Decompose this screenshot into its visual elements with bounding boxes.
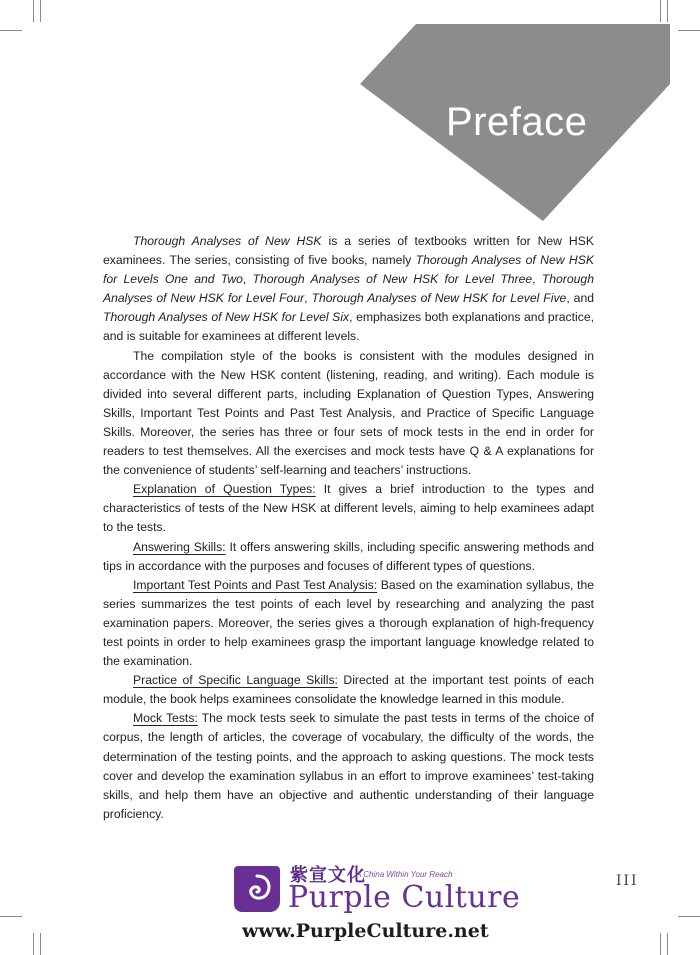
paragraph-mock-tests: Mock Tests: The mock tests seek to simulate the past tests in terms of the choice of corpus, the length of articles, the coverage of vocabulary, the difficulty of the words, the determination of the testing points, and the approach to asking questions. The mock tests cover and develop the examination syllabus in an effort to improve examinees’ test-taking skills, and help them have an objective and authentic understanding of their language proficiency.	[103, 711, 594, 821]
paragraph-language-skills: Practice of Specific Language Skills: Directed at the important test points of each module, the book helps examinees consolidate the knowledge learned in this module.	[103, 673, 594, 707]
page-number: III	[616, 873, 639, 889]
watermark-url: www.PurpleCulture.net	[242, 920, 489, 942]
term-mock-tests: Mock Tests:	[133, 711, 198, 726]
paragraph-compilation: The compilation style of the books is consistent with the modules designed in accordance with the New HSK content (listening, reading, and writing). Each module is divided into several different parts, including Explanation of Question Types, Answering Skills, Important Test Points and Past Test Analysis, and Practice of Specific Language Skills. Moreover, the series has three or four sets of mock tests in the end in order for readers to test themselves. All the exercises and mock tests have Q & A explanations for the convenience of students’ self-learning and teachers’ instructions.	[103, 348, 594, 478]
watermark-tagline: A China Within Your Reach	[356, 870, 453, 879]
preface-body	[103, 232, 594, 824]
term-answering-skills: Answering Skills:	[133, 539, 226, 554]
purple-culture-watermark	[232, 860, 532, 950]
crop-mark	[40, 933, 41, 955]
header-triangle	[0, 0, 700, 230]
term-test-points: Important Test Points and Past Test Analysis:	[133, 577, 378, 592]
paragraph-question-types: Explanation of Question Types: It gives a brief introduction to the types and characteristics of tests of the New HSK at different levels, aiming to help examinees adapt to the tests.	[103, 482, 594, 535]
crop-mark	[667, 933, 668, 955]
crop-mark	[33, 933, 34, 955]
term-question-types: Explanation of Question Types:	[133, 482, 316, 497]
term-language-skills: Practice of Specific Language Skills:	[133, 673, 338, 688]
watermark-brand: Purple Culture	[288, 880, 521, 915]
purple-culture-logo-icon	[232, 862, 282, 914]
page-title: Preface	[446, 100, 588, 144]
crop-mark	[0, 916, 22, 917]
crop-mark	[660, 933, 661, 955]
paragraph-test-points: Important Test Points and Past Test Analysis: Based on the examination syllabus, the series summarizes the test points of each level by researching and analyzing the past examination papers. Moreover, the series gives a thorough explanation of high-frequency test points in order to help examinees grasp the important language knowledge related to the examination.	[103, 577, 595, 669]
paragraph-intro: Thorough Analyses of New HSK is a series of textbooks written for New HSK examinees. The series, consisting of five books, namely Thorough Analyses of New HSK for Levels One and Two, Thorough Analyses of New HSK for Level Three, Thorough Analyses of New HSK for Level Four, Thorough Analyses of New HSK for Level Five, and Thorough Analyses of New HSK for Level Six, emphasizes both explanations and practice, and is suitable for examinees at different levels.	[103, 234, 594, 344]
crop-mark	[678, 916, 700, 917]
paragraph-answering-skills: Answering Skills: It offers answering skills, including specific answering methods and tips in accordance with the purposes and focuses of different types of questions.	[103, 539, 594, 573]
watermark-chinese-name: 紫宣文化	[290, 865, 366, 886]
